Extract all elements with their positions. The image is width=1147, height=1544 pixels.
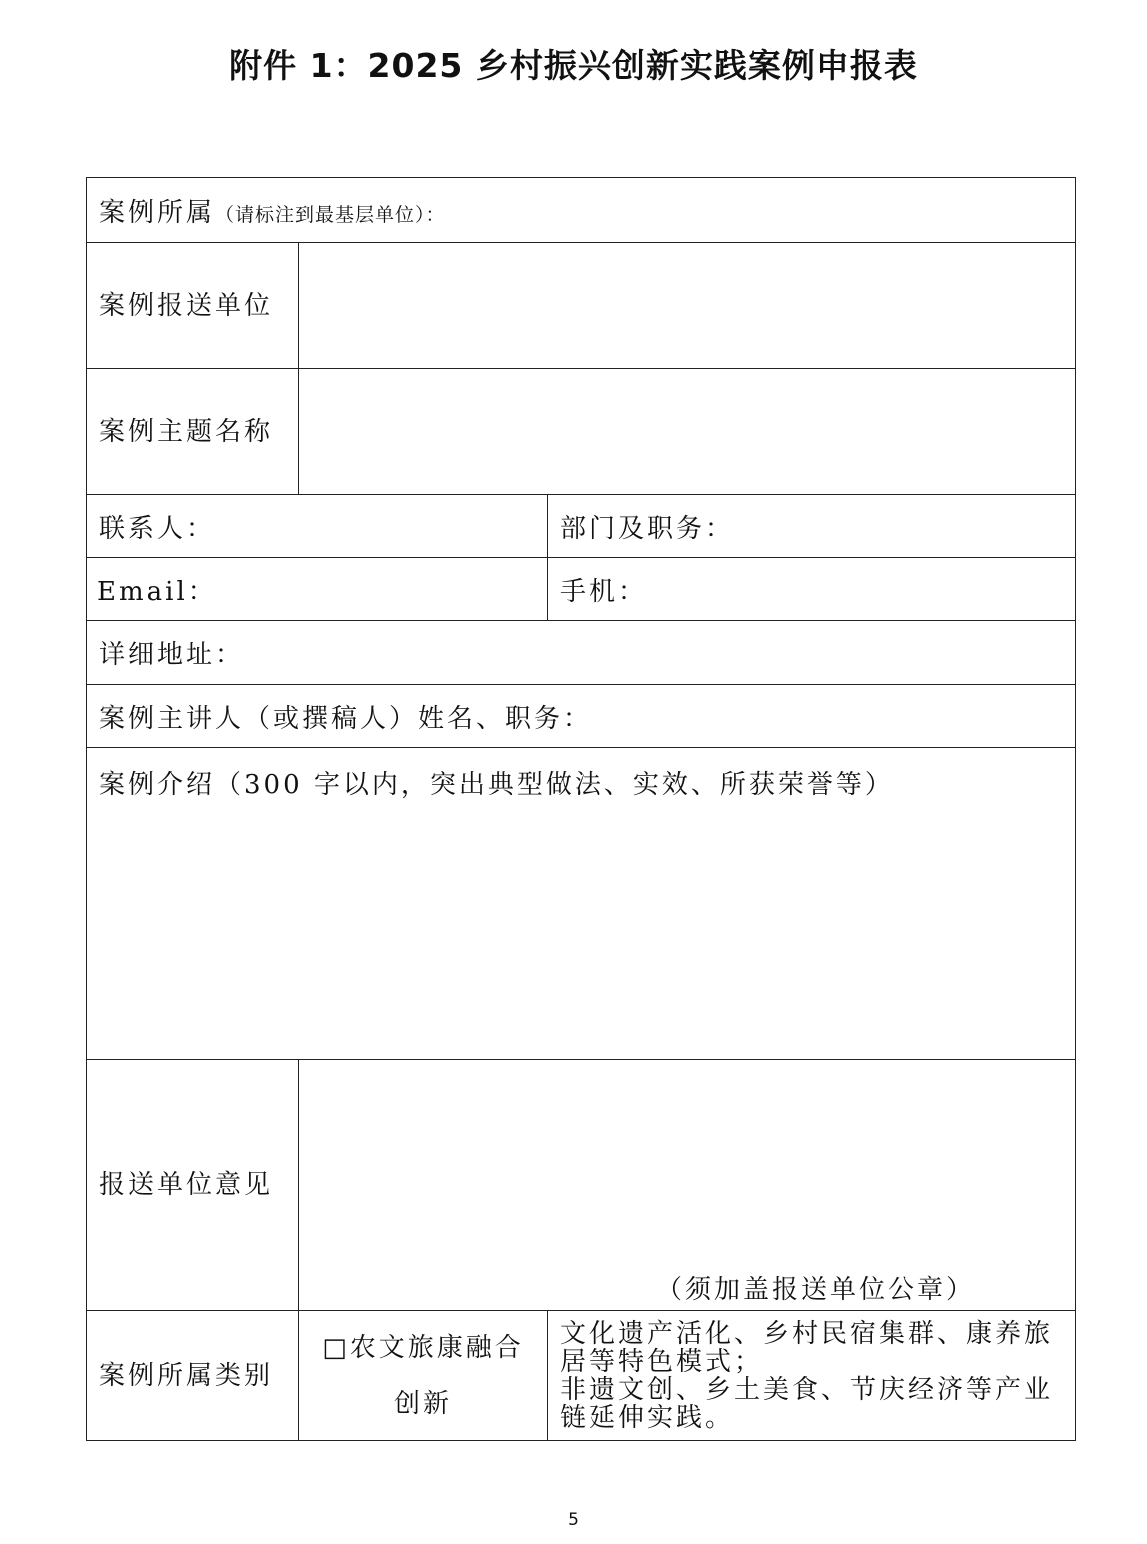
speaker-field[interactable] [87,685,1076,748]
document-title: 附件 1：2025 乡村振兴创新实践案例申报表 [229,46,918,85]
report-unit-field[interactable] [299,243,1076,369]
row-email-phone [87,558,1076,621]
address-field[interactable] [87,621,1076,685]
opinion-label: 报送单位意见 [87,1060,299,1311]
seal-note: （须加盖报送单位公章） [655,1275,975,1305]
application-form-table [86,177,1076,1441]
row-speaker [87,685,1076,748]
contact-field[interactable] [87,495,548,558]
row-theme [87,369,1076,495]
category-description [548,1311,1076,1441]
category-label: 案例所属类别 [87,1311,299,1441]
speaker-label: 案例主讲人（或撰稿人）姓名、职务： [99,703,593,734]
page-number: 5 [568,1510,579,1530]
row-intro [87,748,1076,1060]
row-address [87,621,1076,685]
opinion-field[interactable] [299,1060,1076,1311]
opinion-area [299,1060,1075,1310]
row-report-unit [87,243,1076,369]
phone-field[interactable] [548,558,1076,621]
email-field[interactable] [87,558,548,621]
affiliation-label: 案例所属 [99,197,216,228]
row-category [87,1311,1076,1441]
intro-field[interactable] [87,748,1076,1060]
affiliation-cell[interactable] [87,178,1076,243]
theme-label: 案例主题名称 [87,369,299,495]
department-field[interactable] [548,495,1076,558]
affiliation-note: （请标注到最基层单位）： [215,203,446,226]
department-label: 部门及职务： [560,513,735,544]
email-label: Email： [97,576,217,607]
intro-label: 案例介绍（300 字以内，突出典型做法、实效、所获荣誉等） [99,770,894,800]
theme-field[interactable] [299,369,1076,495]
contact-label: 联系人： [99,513,216,544]
row-contact [87,495,1076,558]
category-option-checkbox[interactable]: □农文旅康融合创新 [299,1311,548,1441]
phone-label: 手机： [560,576,648,607]
category-desc-line-2: 非遗文创、乡土美食、节庆经济等产业链延伸实践。 [560,1374,1054,1433]
address-label: 详细地址： [99,640,245,670]
report-unit-label: 案例报送单位 [87,243,299,369]
row-affiliation [87,178,1076,243]
row-opinion [87,1060,1076,1311]
category-desc-line-1: 文化遗产活化、乡村民宿集群、康养旅居等特色模式； [560,1318,1054,1377]
